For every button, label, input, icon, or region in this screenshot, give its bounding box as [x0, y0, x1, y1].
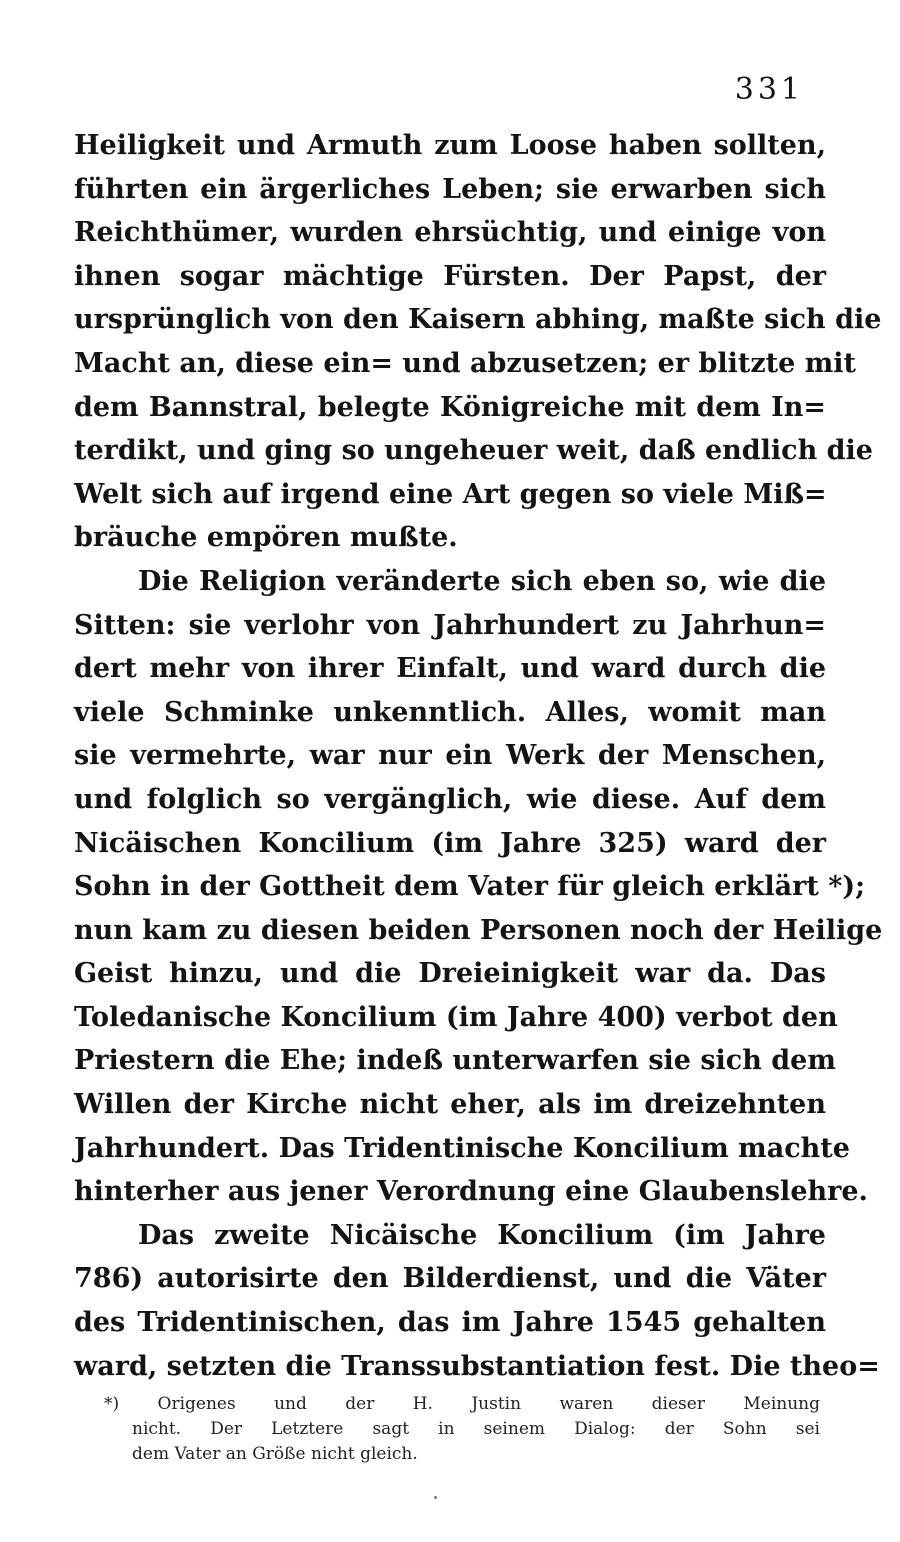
text-line: sie vermehrte, war nur ein Werk der Menschen, [74, 740, 826, 772]
paragraph-start-line: Die Religion veränderte sich eben so, wie die [138, 565, 826, 597]
footnote [104, 1392, 820, 1467]
body-text [74, 124, 883, 1388]
text-line: terdikt, und ging so ungeheuer weit, daß endlich die [74, 435, 873, 467]
text-line: dem Bannstral, belegte Königreiche mit dem In= [74, 391, 826, 423]
text-line: ihnen sogar mächtige Fürsten. Der Papst, der [74, 260, 826, 292]
footnote-line: nicht. Der Letztere sagt in seinem Dialog: der Sohn sei [132, 1419, 820, 1439]
text-line: Toledanische Koncilium (im Jahre 400) verbot den [74, 1001, 838, 1033]
paragraph-start-line: Das zweite Nicäische Koncilium (im Jahre [138, 1219, 826, 1251]
text-line: Jahrhundert. Das Tridentinische Koncilium machte [74, 1132, 850, 1164]
text-line: Sitten: sie verlohr von Jahrhundert zu Jahrhun= [74, 609, 826, 641]
text-line: ward, setzten die Transsubstantiation fest. Die theo= [74, 1350, 880, 1382]
text-line: dert mehr von ihrer Einfalt, und ward durch die [74, 653, 826, 685]
text-line: und folglich so vergänglich, wie diese. Auf dem [74, 783, 826, 815]
text-line: Geist hinzu, und die Dreieinigkeit war da. Das [74, 958, 826, 990]
text-line: Priestern die Ehe; indeß unterwarfen sie sich dem [74, 1045, 836, 1077]
text-line: Welt sich auf irgend eine Art gegen so viele Miß= [74, 478, 827, 510]
text-line: führten ein ärgerliches Leben; sie erwarben sich [74, 173, 826, 205]
text-line: 786) autorisirte den Bilderdienst, und die Väter [74, 1263, 826, 1295]
text-line: bräuche empören mußte. [74, 522, 458, 554]
text-line: Macht an, diese ein= und abzusetzen; er blitzte mit [74, 347, 857, 379]
text-line: Heiligkeit und Armuth zum Loose haben sollten, [74, 130, 826, 161]
text-line: Sohn in der Gottheit dem Vater für gleich erklärt *); [74, 871, 866, 903]
text-line: viele Schminke unkenntlich. Alles, womit man [74, 696, 826, 728]
footnote-line: *) Origenes und der H. Justin waren dieser Meinung [104, 1394, 820, 1414]
text-line: Nicäischen Koncilium (im Jahre 325) ward der [74, 827, 826, 859]
page-number: 331 [734, 72, 804, 107]
text-line: Willen der Kirche nicht eher, als im dreizehnten [74, 1089, 826, 1121]
text-line: ursprünglich von den Kaisern abhing, maßte sich die [74, 304, 882, 336]
text-line: nun kam zu diesen beiden Personen noch der Heilige [74, 914, 883, 946]
text-line: des Tridentinischen, das im Jahre 1545 gehalten [74, 1307, 826, 1339]
paper-speck [434, 1496, 437, 1499]
text-line: Reichthümer, wurden ehrsüchtig, und einige von [74, 217, 826, 249]
text-line: hinterher aus jener Verordnung eine Glaubenslehre. [74, 1176, 868, 1208]
footnote-line: dem Vater an Größe nicht gleich. [132, 1444, 418, 1464]
